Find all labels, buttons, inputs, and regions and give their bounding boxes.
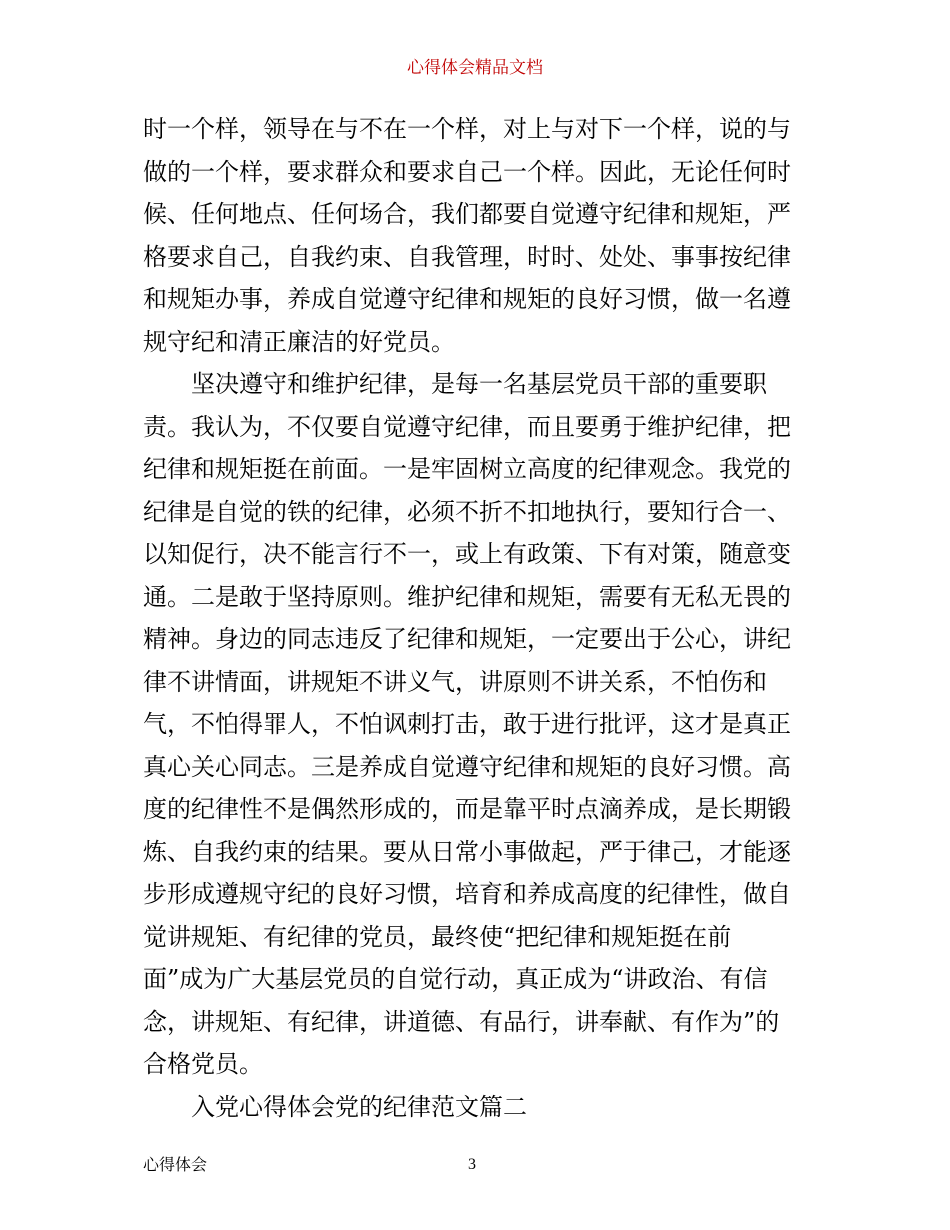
text-line: 纪律和规矩挺在前面。一是牢固树立高度的纪律观念。我党的 (143, 455, 791, 483)
text-line: 纪律是自觉的铁的纪律，必须不折不扣地执行，要知行合一、 (143, 497, 791, 526)
text-line: 候、任何地点、任何场合，我们都要自觉遵守纪律和规矩，严 (143, 200, 791, 228)
text-line: 格要求自己，自我约束、自我管理，时时、处处、事事按纪律 (143, 242, 791, 271)
text-line: 做的一个样，要求群众和要求自己一个样。因此，无论任何时 (143, 157, 791, 186)
footer-label: 心得体会 (143, 1155, 208, 1174)
text-line: 念，讲规矩、有纪律，讲道德、有品行，讲奉献、有作为”的 (143, 1007, 780, 1036)
text-line: 精神。身边的同志违反了纪律和规矩，一定要出于公心，讲纪 (143, 625, 791, 653)
text-line: 真心关心同志。三是养成自觉遵守纪律和规矩的良好习惯。高 (143, 752, 791, 781)
text-line: 和规矩办事，养成自觉遵守纪律和规矩的良好习惯，做一名遵 (143, 285, 791, 313)
text-line: 规守纪和清正廉洁的好党员。 (143, 327, 455, 356)
text-line: 度的纪律性不是偶然形成的，而是靠平时点滴养成，是长期锻 (143, 795, 791, 823)
text-line: 以知促行，决不能言行不一，或上有政策、下有对策，随意变 (143, 540, 791, 568)
text-line: 律不讲情面，讲规矩不讲义气，讲原则不讲关系，不怕伤和 (143, 667, 767, 696)
text-line: 通。二是敢于坚持原则。维护纪律和规矩，需要有无私无畏的 (143, 582, 791, 611)
text-line: 合格党员。 (143, 1050, 263, 1078)
text-line: 炼、自我约束的结果。要从日常小事做起，严于律己，才能逐 (143, 837, 791, 866)
text-line: 气，不怕得罪人，不怕讽刺打击，敢于进行批评，这才是真正 (143, 710, 791, 738)
document-header-title: 心得体会精品文档 (407, 58, 543, 78)
document-body (143, 108, 811, 1128)
text-line: 面”成为广大基层党员的自觉行动，真正成为“讲政治、有信 (143, 965, 768, 993)
text-line: 时一个样，领导在与不在一个样，对上与对下一个样，说的与 (143, 115, 791, 143)
text-line: 觉讲规矩、有纪律的党员，最终使“把纪律和规矩挺在前 (143, 922, 732, 951)
paragraph-first-line: 坚决遵守和维护纪律，是每一名基层党员干部的重要职 (191, 370, 767, 398)
page-number: 3 (468, 1156, 476, 1173)
text-line: 步形成遵规守纪的良好习惯，培育和养成高度的纪律性，做自 (143, 880, 791, 908)
section-heading: 入党心得体会党的纪律范文篇二 (191, 1092, 527, 1121)
text-line: 责。我认为，不仅要自觉遵守纪律，而且要勇于维护纪律，把 (143, 412, 791, 441)
